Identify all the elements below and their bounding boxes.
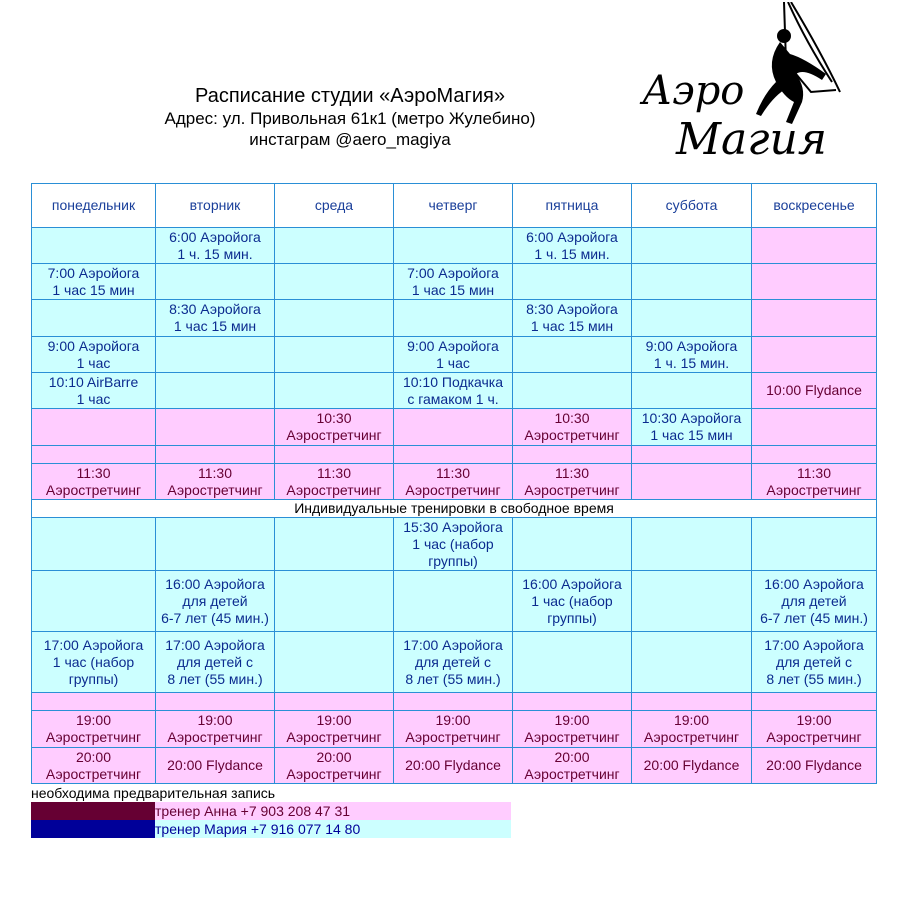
schedule-row	[32, 518, 877, 571]
empty-slot	[632, 228, 752, 264]
empty-slot	[394, 300, 513, 337]
legend	[31, 784, 511, 838]
class-slot-fri: 8:30 Аэройога 1 час 15 мин	[513, 300, 632, 337]
aerial-dancer-icon	[636, 2, 851, 167]
class-slot-sat: 10:30 Аэройога 1 час 15 мин	[632, 409, 752, 446]
empty-slot	[632, 300, 752, 337]
empty-slot	[752, 300, 877, 337]
class-slot-thu: 15:30 Аэройога 1 час (набор группы)	[394, 518, 513, 571]
empty-slot	[513, 337, 632, 373]
class-slot-mon: 7:00 Аэройога 1 час 15 мин	[32, 264, 156, 300]
individual-training-banner: Индивидуальные тренировки в свободное время	[32, 500, 877, 518]
empty-slot	[156, 518, 275, 571]
empty-slot	[275, 264, 394, 300]
empty-slot	[394, 228, 513, 264]
class-slot-wed: 19:00 Аэростретчинг	[275, 711, 394, 748]
schedule-row	[32, 748, 877, 784]
logo-word-magiya: Магия	[676, 114, 827, 165]
schedule-table	[31, 183, 877, 784]
empty-slot	[632, 373, 752, 409]
trainer-anna: тренер Анна +7 903 208 47 31	[155, 802, 511, 820]
class-slot-sun: 20:00 Flydance	[752, 748, 877, 784]
empty-slot	[394, 409, 513, 446]
schedule-row	[32, 500, 877, 518]
schedule-row	[32, 264, 877, 300]
empty-slot	[752, 518, 877, 571]
class-slot-fri: 11:30 Аэростретчинг	[513, 464, 632, 500]
day-header-thu: четверг	[394, 184, 513, 228]
empty-slot	[275, 518, 394, 571]
day-header-mon: понедельник	[32, 184, 156, 228]
trainer-maria: тренер Мария +7 916 077 14 80	[155, 820, 511, 838]
class-slot-tue: 17:00 Аэройога для детей с 8 лет (55 мин.)	[156, 632, 275, 693]
empty-slot	[632, 518, 752, 571]
schedule-header	[120, 84, 580, 150]
empty-slot	[156, 337, 275, 373]
class-slot-thu: 10:10 Подкачка с гамаком 1 ч.	[394, 373, 513, 409]
class-slot-mon: 19:00 Аэростретчинг	[32, 711, 156, 748]
class-slot-fri: 20:00 Аэростретчинг	[513, 748, 632, 784]
empty-slot	[32, 300, 156, 337]
empty-slot	[632, 464, 752, 500]
class-slot-sun: 19:00 Аэростретчинг	[752, 711, 877, 748]
empty-slot	[32, 446, 156, 464]
class-slot-sat: 20:00 Flydance	[632, 748, 752, 784]
schedule-row	[32, 464, 877, 500]
class-slot-mon: 11:30 Аэростретчинг	[32, 464, 156, 500]
empty-slot	[632, 571, 752, 632]
class-slot-fri: 19:00 Аэростретчинг	[513, 711, 632, 748]
class-slot-fri: 10:30 Аэростретчинг	[513, 409, 632, 446]
class-slot-sun: 16:00 Аэройога для детей 6-7 лет (45 мин.)	[752, 571, 877, 632]
class-slot-wed: 10:30 Аэростретчинг	[275, 409, 394, 446]
empty-slot	[275, 300, 394, 337]
empty-slot	[275, 446, 394, 464]
class-slot-mon: 9:00 Аэройога 1 час	[32, 337, 156, 373]
empty-slot	[32, 518, 156, 571]
schedule-row	[32, 300, 877, 337]
schedule-row	[32, 571, 877, 632]
class-slot-fri: 16:00 Аэройога 1 час (набор группы)	[513, 571, 632, 632]
class-slot-mon: 17:00 Аэройога 1 час (набор группы)	[32, 632, 156, 693]
empty-slot	[632, 632, 752, 693]
class-slot-mon: 10:10 AirBarre 1 час	[32, 373, 156, 409]
page-title: Расписание студии «АэроМагия»	[195, 85, 505, 107]
empty-slot	[156, 373, 275, 409]
schedule-row	[32, 228, 877, 264]
empty-slot	[513, 693, 632, 711]
empty-slot	[394, 693, 513, 711]
empty-slot	[632, 693, 752, 711]
empty-slot	[752, 264, 877, 300]
empty-slot	[752, 693, 877, 711]
instagram-handle: инстаграм @aero_magiya	[249, 130, 451, 149]
schedule-row	[32, 373, 877, 409]
empty-slot	[32, 693, 156, 711]
legend-swatch-maria	[31, 820, 155, 838]
class-slot-thu: 7:00 Аэройога 1 час 15 мин	[394, 264, 513, 300]
day-header-tue: вторник	[156, 184, 275, 228]
empty-slot	[156, 693, 275, 711]
class-slot-wed: 11:30 Аэростретчинг	[275, 464, 394, 500]
class-slot-tue: 8:30 Аэройога 1 час 15 мин	[156, 300, 275, 337]
class-slot-tue: 11:30 Аэростретчинг	[156, 464, 275, 500]
empty-slot	[275, 693, 394, 711]
empty-slot	[275, 228, 394, 264]
class-slot-tue: 6:00 Аэройога 1 ч. 15 мин.	[156, 228, 275, 264]
empty-slot	[513, 518, 632, 571]
studio-address: Адрес: ул. Привольная 61к1 (метро Жулебино)	[164, 109, 536, 128]
empty-slot	[32, 409, 156, 446]
schedule-row	[32, 632, 877, 693]
studio-logo	[636, 2, 851, 167]
day-header-wed: среда	[275, 184, 394, 228]
empty-slot	[275, 337, 394, 373]
class-slot-wed: 20:00 Аэростретчинг	[275, 748, 394, 784]
class-slot-thu: 17:00 Аэройога для детей с 8 лет (55 мин.)	[394, 632, 513, 693]
schedule-row	[32, 693, 877, 711]
empty-slot	[32, 228, 156, 264]
legend-row-maria	[31, 820, 511, 838]
class-slot-tue: 20:00 Flydance	[156, 748, 275, 784]
empty-slot	[513, 632, 632, 693]
empty-slot	[32, 571, 156, 632]
empty-slot	[752, 446, 877, 464]
class-slot-tue: 16:00 Аэройога для детей 6-7 лет (45 мин.)	[156, 571, 275, 632]
empty-slot	[156, 446, 275, 464]
empty-slot	[275, 632, 394, 693]
empty-slot	[632, 446, 752, 464]
class-slot-thu: 9:00 Аэройога 1 час	[394, 337, 513, 373]
empty-slot	[394, 571, 513, 632]
class-slot-sun: 17:00 Аэройога для детей с 8 лет (55 мин.)	[752, 632, 877, 693]
schedule-row	[32, 409, 877, 446]
empty-slot	[156, 264, 275, 300]
empty-slot	[513, 264, 632, 300]
class-slot-tue: 19:00 Аэростретчинг	[156, 711, 275, 748]
empty-slot	[513, 373, 632, 409]
schedule-row	[32, 337, 877, 373]
class-slot-thu: 20:00 Flydance	[394, 748, 513, 784]
logo-word-aero: Аэро	[642, 68, 745, 114]
empty-slot	[513, 446, 632, 464]
class-slot-sun: 11:30 Аэростретчинг	[752, 464, 877, 500]
class-slot-thu: 11:30 Аэростретчинг	[394, 464, 513, 500]
day-header-row	[32, 184, 877, 228]
class-slot-sat: 9:00 Аэройога 1 ч. 15 мин.	[632, 337, 752, 373]
class-slot-thu: 19:00 Аэростретчинг	[394, 711, 513, 748]
booking-note: необходима предварительная запись	[31, 785, 276, 801]
day-header-sun: воскресенье	[752, 184, 877, 228]
empty-slot	[156, 409, 275, 446]
empty-slot	[752, 228, 877, 264]
class-slot-fri: 6:00 Аэройога 1 ч. 15 мин.	[513, 228, 632, 264]
legend-row-anna	[31, 802, 511, 820]
empty-slot	[752, 409, 877, 446]
empty-slot	[394, 446, 513, 464]
legend-swatch-anna	[31, 802, 155, 820]
empty-slot	[275, 373, 394, 409]
schedule-row	[32, 446, 877, 464]
day-header-fri: пятница	[513, 184, 632, 228]
empty-slot	[752, 337, 877, 373]
class-slot-mon: 20:00 Аэростретчинг	[32, 748, 156, 784]
class-slot-sat: 19:00 Аэростретчинг	[632, 711, 752, 748]
schedule-row	[32, 711, 877, 748]
empty-slot	[632, 264, 752, 300]
empty-slot	[275, 571, 394, 632]
day-header-sat: суббота	[632, 184, 752, 228]
class-slot-sun: 10:00 Flydance	[752, 373, 877, 409]
